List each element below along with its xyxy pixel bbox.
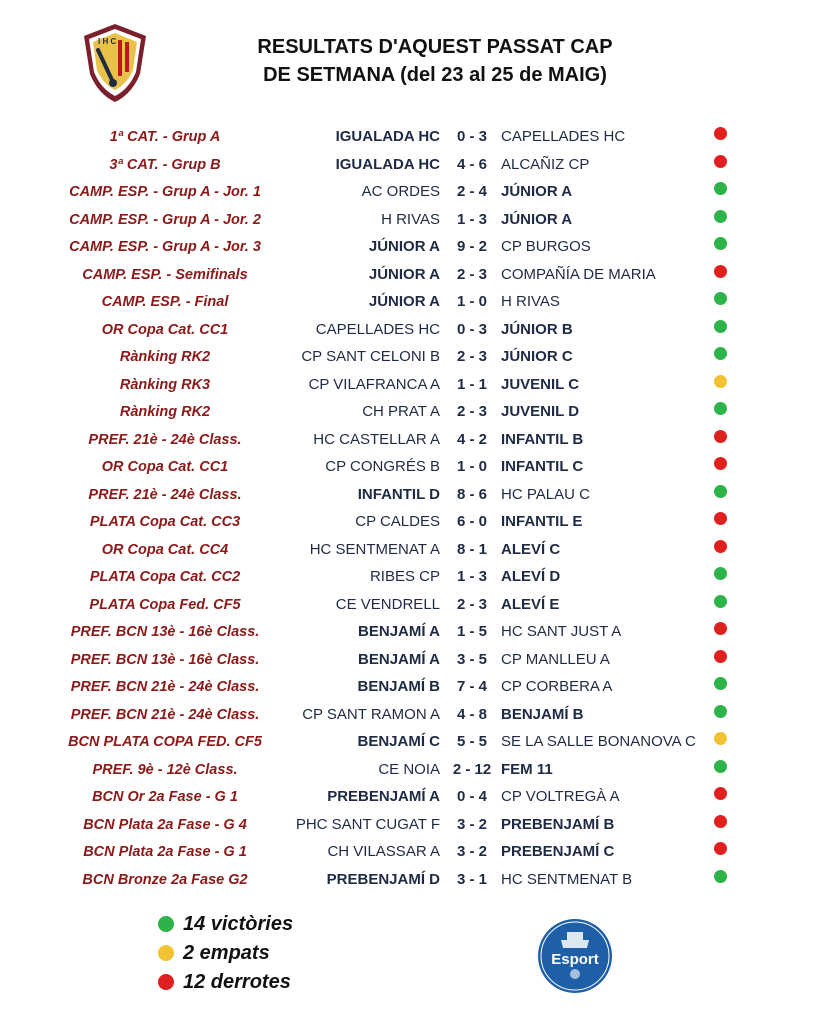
away-team: JUVENIL D bbox=[501, 403, 580, 420]
home-team: HC CASTELLAR A bbox=[313, 430, 440, 448]
draw-status-dot-icon bbox=[714, 375, 727, 388]
loss-status-dot-icon bbox=[714, 842, 727, 855]
home-team: CP SANT RAMON A bbox=[302, 705, 440, 723]
home-team: CE NOIA bbox=[378, 760, 440, 778]
away-team: JÚNIOR A bbox=[501, 183, 573, 200]
match-score: 5 - 5 bbox=[456, 733, 487, 750]
result-row bbox=[0, 564, 829, 592]
away-team: HC PALAU C bbox=[501, 485, 590, 503]
away-team: INFANTIL E bbox=[501, 513, 583, 530]
result-category: OR Copa Cat. CC1 bbox=[101, 321, 229, 338]
result-row bbox=[0, 234, 829, 262]
svg-text:I H C: I H C bbox=[98, 37, 117, 46]
loss-dot-icon bbox=[158, 974, 174, 990]
home-team: JÚNIOR A bbox=[368, 238, 440, 255]
away-team: PREBENJAMÍ B bbox=[501, 815, 615, 833]
result-category: BCN Plata 2a Fase - G 1 bbox=[83, 844, 247, 860]
loss-status-dot-icon bbox=[714, 265, 727, 278]
away-team: ALEVÍ D bbox=[501, 568, 561, 585]
home-team: BENJAMÍ B bbox=[357, 678, 440, 695]
result-row bbox=[0, 619, 829, 647]
result-row bbox=[0, 152, 829, 180]
away-team: FEM 11 bbox=[501, 760, 553, 778]
match-score: 3 - 2 bbox=[456, 843, 487, 860]
result-row bbox=[0, 729, 829, 757]
loss-status-dot-icon bbox=[714, 622, 727, 635]
draw-dot-icon bbox=[158, 945, 174, 961]
home-team: IGUALADA HC bbox=[335, 155, 440, 173]
match-score: 1 - 0 bbox=[456, 293, 487, 310]
result-category: PREF. BCN 13è - 16è Class. bbox=[70, 624, 260, 640]
draw-status-dot-icon bbox=[714, 732, 727, 745]
match-score: 1 - 1 bbox=[456, 375, 487, 393]
away-team: CP VOLTREGÀ A bbox=[501, 788, 620, 805]
home-team: RIBES CP bbox=[369, 568, 440, 585]
loss-status-dot-icon bbox=[714, 127, 727, 140]
home-team: CP SANT CELONI B bbox=[301, 348, 440, 365]
result-category: PREF. 21è - 24è Class. bbox=[88, 486, 242, 503]
result-category: BCN PLATA COPA FED. CF5 bbox=[68, 734, 262, 750]
match-score: 7 - 4 bbox=[456, 678, 487, 695]
result-category: Rànking RK2 bbox=[119, 349, 211, 365]
home-team: CP CALDES bbox=[355, 513, 440, 530]
match-score: 1 - 0 bbox=[456, 458, 487, 475]
legend-losses-text: 12 derrotes bbox=[183, 971, 291, 993]
result-category: CAMP. ESP. - Grup A - Jor. 2 bbox=[69, 211, 261, 228]
win-status-dot-icon bbox=[714, 870, 727, 883]
home-team: BENJAMÍ A bbox=[358, 623, 440, 640]
win-status-dot-icon bbox=[714, 182, 727, 195]
match-score: 2 - 4 bbox=[456, 183, 487, 200]
result-category: PLATA Copa Fed. CF5 bbox=[89, 596, 241, 613]
win-status-dot-icon bbox=[714, 237, 727, 250]
home-team: CP VILAFRANCA A bbox=[308, 375, 440, 393]
result-row bbox=[0, 702, 829, 730]
away-team: CP BURGOS bbox=[501, 238, 591, 255]
match-score: 8 - 1 bbox=[456, 540, 487, 558]
result-category: PREF. 9è - 12è Class. bbox=[92, 761, 238, 778]
home-team: IGUALADA HC bbox=[335, 128, 440, 145]
result-row bbox=[0, 509, 829, 537]
home-team: JÚNIOR A bbox=[368, 265, 440, 283]
away-team: BENJAMÍ B bbox=[501, 705, 584, 723]
result-category: OR Copa Cat. CC1 bbox=[101, 459, 229, 475]
home-team: CH PRAT A bbox=[362, 403, 440, 420]
away-team: ALEVÍ C bbox=[501, 540, 561, 558]
away-team: JÚNIOR A bbox=[501, 210, 573, 228]
result-category: CAMP. ESP. - Semifinals bbox=[82, 266, 248, 283]
match-score: 2 - 3 bbox=[456, 403, 487, 420]
match-score: 1 - 3 bbox=[456, 210, 487, 228]
loss-status-dot-icon bbox=[714, 650, 727, 663]
home-team: H RIVAS bbox=[381, 210, 440, 228]
away-team: COMPAÑÍA DE MARIA bbox=[501, 265, 656, 283]
result-row bbox=[0, 674, 829, 702]
result-category: CAMP. ESP. - Final bbox=[101, 294, 229, 310]
result-category: PREF. BCN 13è - 16è Class. bbox=[70, 651, 260, 668]
match-score: 3 - 5 bbox=[456, 650, 487, 668]
result-category: PREF. BCN 21è - 24è Class. bbox=[70, 706, 260, 723]
match-score: 0 - 3 bbox=[456, 320, 487, 338]
result-row bbox=[0, 867, 829, 895]
legend-draws-text: 2 empats bbox=[183, 942, 270, 964]
loss-status-dot-icon bbox=[714, 787, 727, 800]
loss-status-dot-icon bbox=[714, 430, 727, 443]
home-team: PREBENJAMÍ A bbox=[327, 788, 440, 805]
result-row bbox=[0, 784, 829, 812]
result-row bbox=[0, 482, 829, 510]
match-score: 3 - 1 bbox=[456, 870, 487, 888]
page-title bbox=[200, 33, 670, 89]
loss-status-dot-icon bbox=[714, 155, 727, 168]
result-row bbox=[0, 454, 829, 482]
away-team: CAPELLADES HC bbox=[501, 128, 626, 145]
title-line-2: DE SETMANA (del 23 al 25 de MAIG) bbox=[263, 64, 607, 86]
result-category: 3ª CAT. - Grup B bbox=[109, 156, 221, 173]
loss-status-dot-icon bbox=[714, 815, 727, 828]
result-category: PLATA Copa Cat. CC3 bbox=[89, 514, 241, 530]
result-category: OR Copa Cat. CC4 bbox=[101, 541, 229, 558]
home-team: CH VILASSAR A bbox=[327, 843, 440, 860]
esport-badge-logo bbox=[537, 918, 613, 994]
away-team: HC SENTMENAT B bbox=[501, 870, 633, 888]
esport-badge-label: Esport bbox=[551, 951, 599, 968]
result-category: CAMP. ESP. - Grup A - Jor. 1 bbox=[69, 184, 261, 200]
result-row bbox=[0, 812, 829, 840]
win-status-dot-icon bbox=[714, 210, 727, 223]
home-team: PREBENJAMÍ D bbox=[326, 870, 440, 888]
result-row bbox=[0, 399, 829, 427]
result-category: CAMP. ESP. - Grup A - Jor. 3 bbox=[69, 239, 261, 255]
win-status-dot-icon bbox=[714, 485, 727, 498]
win-status-dot-icon bbox=[714, 567, 727, 580]
match-score: 6 - 0 bbox=[456, 513, 487, 530]
result-row bbox=[0, 592, 829, 620]
away-team: CP CORBERA A bbox=[501, 678, 613, 695]
result-category: PREF. 21è - 24è Class. bbox=[88, 431, 242, 448]
result-row bbox=[0, 179, 829, 207]
result-row bbox=[0, 289, 829, 317]
win-status-dot-icon bbox=[714, 760, 727, 773]
result-row bbox=[0, 124, 829, 152]
away-team: SE LA SALLE BONANOVA C bbox=[501, 733, 696, 750]
match-score: 0 - 3 bbox=[456, 128, 487, 145]
win-status-dot-icon bbox=[714, 677, 727, 690]
away-team: ALEVÍ E bbox=[501, 595, 560, 613]
match-score: 2 - 3 bbox=[456, 265, 487, 283]
result-row bbox=[0, 207, 829, 235]
win-status-dot-icon bbox=[714, 347, 727, 360]
match-score: 4 - 6 bbox=[456, 155, 487, 173]
away-team: JUVENIL C bbox=[501, 375, 580, 393]
result-row bbox=[0, 317, 829, 345]
home-team: BENJAMÍ A bbox=[358, 650, 440, 668]
home-team: PHC SANT CUGAT F bbox=[295, 815, 440, 833]
away-team: INFANTIL B bbox=[501, 430, 584, 448]
match-score: 4 - 2 bbox=[456, 430, 487, 448]
result-row bbox=[0, 537, 829, 565]
match-score: 2 - 3 bbox=[456, 595, 487, 613]
loss-status-dot-icon bbox=[714, 512, 727, 525]
match-score: 9 - 2 bbox=[456, 238, 487, 255]
home-team: CE VENDRELL bbox=[335, 595, 440, 613]
away-team: CP MANLLEU A bbox=[501, 650, 610, 668]
away-team: JÚNIOR C bbox=[501, 348, 573, 365]
result-category: PREF. BCN 21è - 24è Class. bbox=[70, 679, 260, 695]
result-category: BCN Plata 2a Fase - G 4 bbox=[83, 816, 247, 833]
away-team: H RIVAS bbox=[501, 293, 560, 310]
match-score: 2 - 12 bbox=[452, 760, 492, 778]
result-row bbox=[0, 757, 829, 785]
result-row bbox=[0, 372, 829, 400]
match-score: 2 - 3 bbox=[456, 348, 487, 365]
home-team: JÚNIOR A bbox=[368, 293, 440, 310]
loss-status-dot-icon bbox=[714, 457, 727, 470]
win-status-dot-icon bbox=[714, 320, 727, 333]
match-score: 3 - 2 bbox=[456, 815, 487, 833]
result-category: Rànking RK3 bbox=[119, 376, 211, 393]
away-team: JÚNIOR B bbox=[501, 320, 573, 338]
match-score: 0 - 4 bbox=[456, 788, 487, 805]
away-team: INFANTIL C bbox=[501, 458, 584, 475]
result-row bbox=[0, 344, 829, 372]
club-crest-logo bbox=[80, 22, 150, 104]
away-team: PREBENJAMÍ C bbox=[501, 843, 615, 860]
result-row bbox=[0, 262, 829, 290]
match-score: 4 - 8 bbox=[456, 705, 487, 723]
legend-wins-text: 14 victòries bbox=[183, 913, 294, 935]
home-team: AC ORDES bbox=[361, 183, 440, 200]
home-team: CP CONGRÉS B bbox=[325, 458, 440, 475]
away-team: ALCAÑIZ CP bbox=[501, 155, 590, 173]
win-status-dot-icon bbox=[714, 705, 727, 718]
home-team: INFANTIL D bbox=[357, 485, 440, 503]
title-line-1: RESULTATS D'AQUEST PASSAT CAP bbox=[257, 36, 613, 58]
result-row bbox=[0, 839, 829, 867]
result-category: BCN Or 2a Fase - G 1 bbox=[92, 789, 238, 805]
win-status-dot-icon bbox=[714, 292, 727, 305]
result-category: 1ª CAT. - Grup A bbox=[109, 129, 221, 145]
home-team: HC SENTMENAT A bbox=[309, 540, 440, 558]
win-dot-icon bbox=[158, 916, 174, 932]
result-category: PLATA Copa Cat. CC2 bbox=[89, 569, 241, 585]
win-status-dot-icon bbox=[714, 402, 727, 415]
result-category: BCN Bronze 2a Fase G2 bbox=[82, 871, 248, 888]
match-score: 1 - 5 bbox=[456, 623, 487, 640]
away-team: HC SANT JUST A bbox=[501, 623, 622, 640]
result-row bbox=[0, 427, 829, 455]
home-team: CAPELLADES HC bbox=[315, 320, 440, 338]
loss-status-dot-icon bbox=[714, 540, 727, 553]
result-category: Rànking RK2 bbox=[119, 404, 211, 420]
match-score: 1 - 3 bbox=[456, 568, 487, 585]
result-row bbox=[0, 647, 829, 675]
win-status-dot-icon bbox=[714, 595, 727, 608]
match-score: 8 - 6 bbox=[456, 485, 487, 503]
home-team: BENJAMÍ C bbox=[357, 733, 440, 750]
